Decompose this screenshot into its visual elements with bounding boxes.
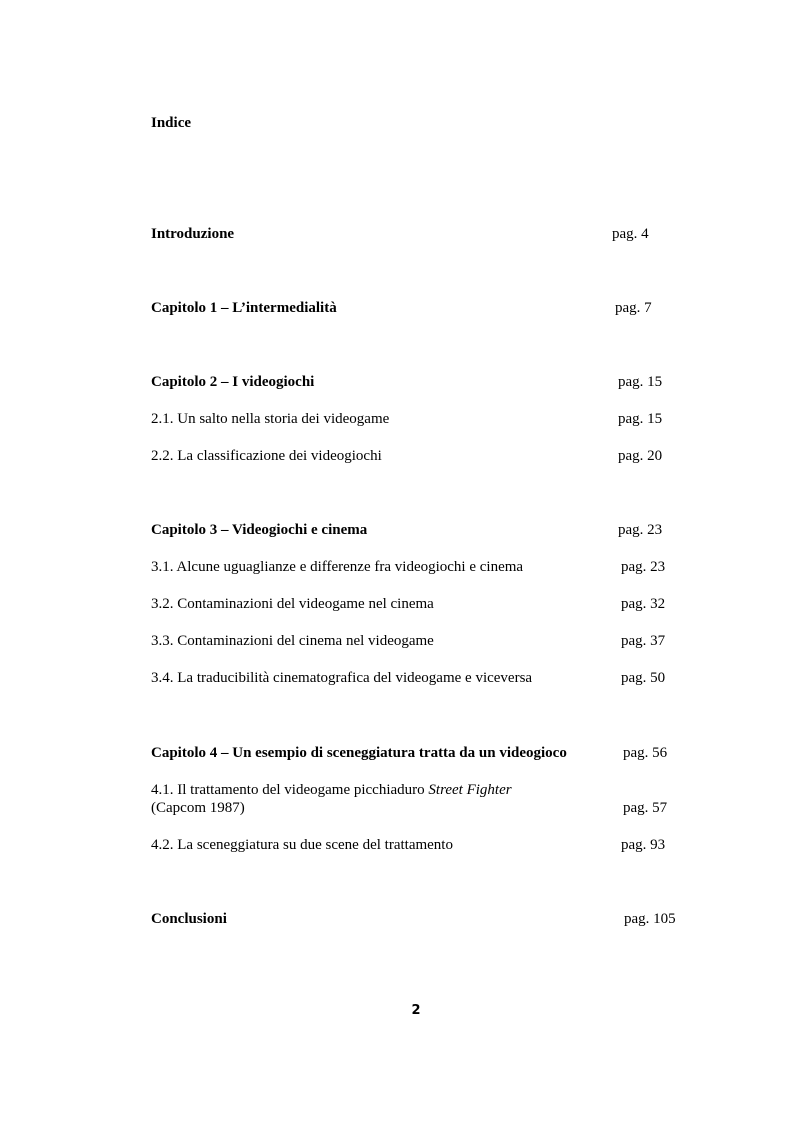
- toc-page-capitolo-2: pag. 15: [618, 374, 663, 390]
- toc-page-conclusioni: pag. 105: [624, 911, 676, 927]
- page-number: 2: [411, 1003, 421, 1018]
- toc-page-3-2: pag. 32: [621, 596, 666, 612]
- toc-entry-capitolo-2: Capitolo 2 – I videogiochi: [151, 374, 315, 390]
- toc-page-3-4: pag. 50: [621, 670, 666, 686]
- toc-entry-3-4: 3.4. La traducibilità cinematografica del videogame e viceversa: [151, 670, 533, 686]
- toc-entry-3-3: 3.3. Contaminazioni del cinema nel videogame: [151, 633, 434, 649]
- toc-page-3-3: pag. 37: [621, 633, 666, 649]
- toc-entry-3-2: 3.2. Contaminazioni del videogame nel cinema: [151, 596, 434, 612]
- toc-entry-3-1: 3.1. Alcune uguaglianze e differenze fra videogiochi e cinema: [151, 559, 524, 575]
- toc-entry-4-1-text: 4.1. Il trattamento del videogame picchiaduro: [151, 782, 429, 798]
- toc-page-capitolo-1: pag. 7: [615, 300, 652, 316]
- toc-entry-conclusioni: Conclusioni: [151, 911, 227, 927]
- toc-entry-4-1-line2: (Capcom 1987): [151, 800, 245, 816]
- toc-entry-capitolo-3: Capitolo 3 – Videogiochi e cinema: [151, 522, 368, 538]
- toc-entry-capitolo-4: Capitolo 4 – Un esempio di sceneggiatura tratta da un videogioco: [151, 745, 567, 761]
- toc-page-3-1: pag. 23: [621, 559, 666, 575]
- toc-entry-2-1: 2.1. Un salto nella storia dei videogame: [151, 411, 390, 427]
- toc-page-4-2: pag. 93: [621, 837, 666, 853]
- toc-page-2-2: pag. 20: [618, 448, 663, 464]
- toc-entry-4-1: [151, 781, 512, 799]
- toc-entry-introduzione: Introduzione: [151, 226, 235, 242]
- toc-page-capitolo-4: pag. 56: [623, 745, 668, 761]
- toc-entry-capitolo-1: Capitolo 1 – L’intermedialità: [151, 300, 337, 316]
- toc-page-2-1: pag. 15: [618, 411, 663, 427]
- toc-entry-2-2: 2.2. La classificazione dei videogiochi: [151, 448, 382, 464]
- toc-entry-4-2: 4.2. La sceneggiatura su due scene del trattamento: [151, 837, 453, 853]
- toc-page-capitolo-3: pag. 23: [618, 522, 663, 538]
- toc-entry-4-1-title: Street Fighter: [428, 782, 512, 798]
- toc-page-4-1: pag. 57: [623, 800, 668, 816]
- toc-page-introduzione: pag. 4: [612, 226, 649, 242]
- toc-heading: Indice: [151, 115, 192, 131]
